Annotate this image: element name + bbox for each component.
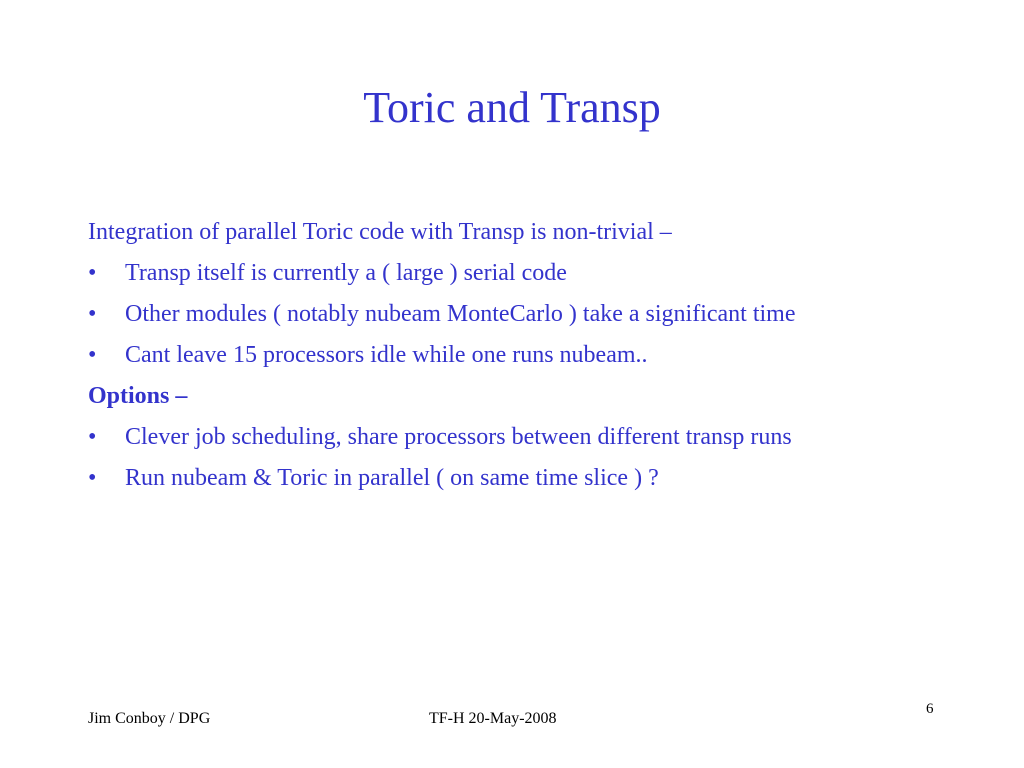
bullet-item-problem-2	[88, 294, 968, 335]
bullet-text: Run nubeam & Toric in parallel ( on same time slice ) ?	[125, 465, 659, 491]
page-number: 6	[926, 701, 934, 717]
bullet-text: Cant leave 15 processors idle while one runs nubeam..	[125, 342, 648, 368]
bullet-text: Transp itself is currently a ( large ) serial code	[125, 260, 567, 286]
slide-body	[88, 212, 968, 499]
bullet-icon: •	[88, 301, 97, 327]
bullet-icon: •	[88, 342, 97, 368]
slide-title: Toric and Transp	[363, 83, 661, 132]
bullet-item-option-2	[88, 458, 968, 499]
footer-event-date: TF-H 20-May-2008	[429, 710, 557, 727]
bullet-item-option-1	[88, 417, 968, 458]
bullet-text: Other modules ( notably nubeam MonteCarlo ) take a significant time	[125, 301, 796, 327]
bullet-icon: •	[88, 260, 97, 286]
bullet-item-problem-3	[88, 335, 968, 376]
options-heading: Options –	[88, 383, 188, 409]
bullet-icon: •	[88, 424, 97, 450]
footer-author: Jim Conboy / DPG	[88, 710, 211, 727]
bullet-item-problem-1	[88, 253, 968, 294]
bullet-icon: •	[88, 465, 97, 491]
bullet-text: Clever job scheduling, share processors between different transp runs	[125, 424, 792, 450]
intro-text: Integration of parallel Toric code with Transp is non-trivial –	[88, 219, 672, 245]
